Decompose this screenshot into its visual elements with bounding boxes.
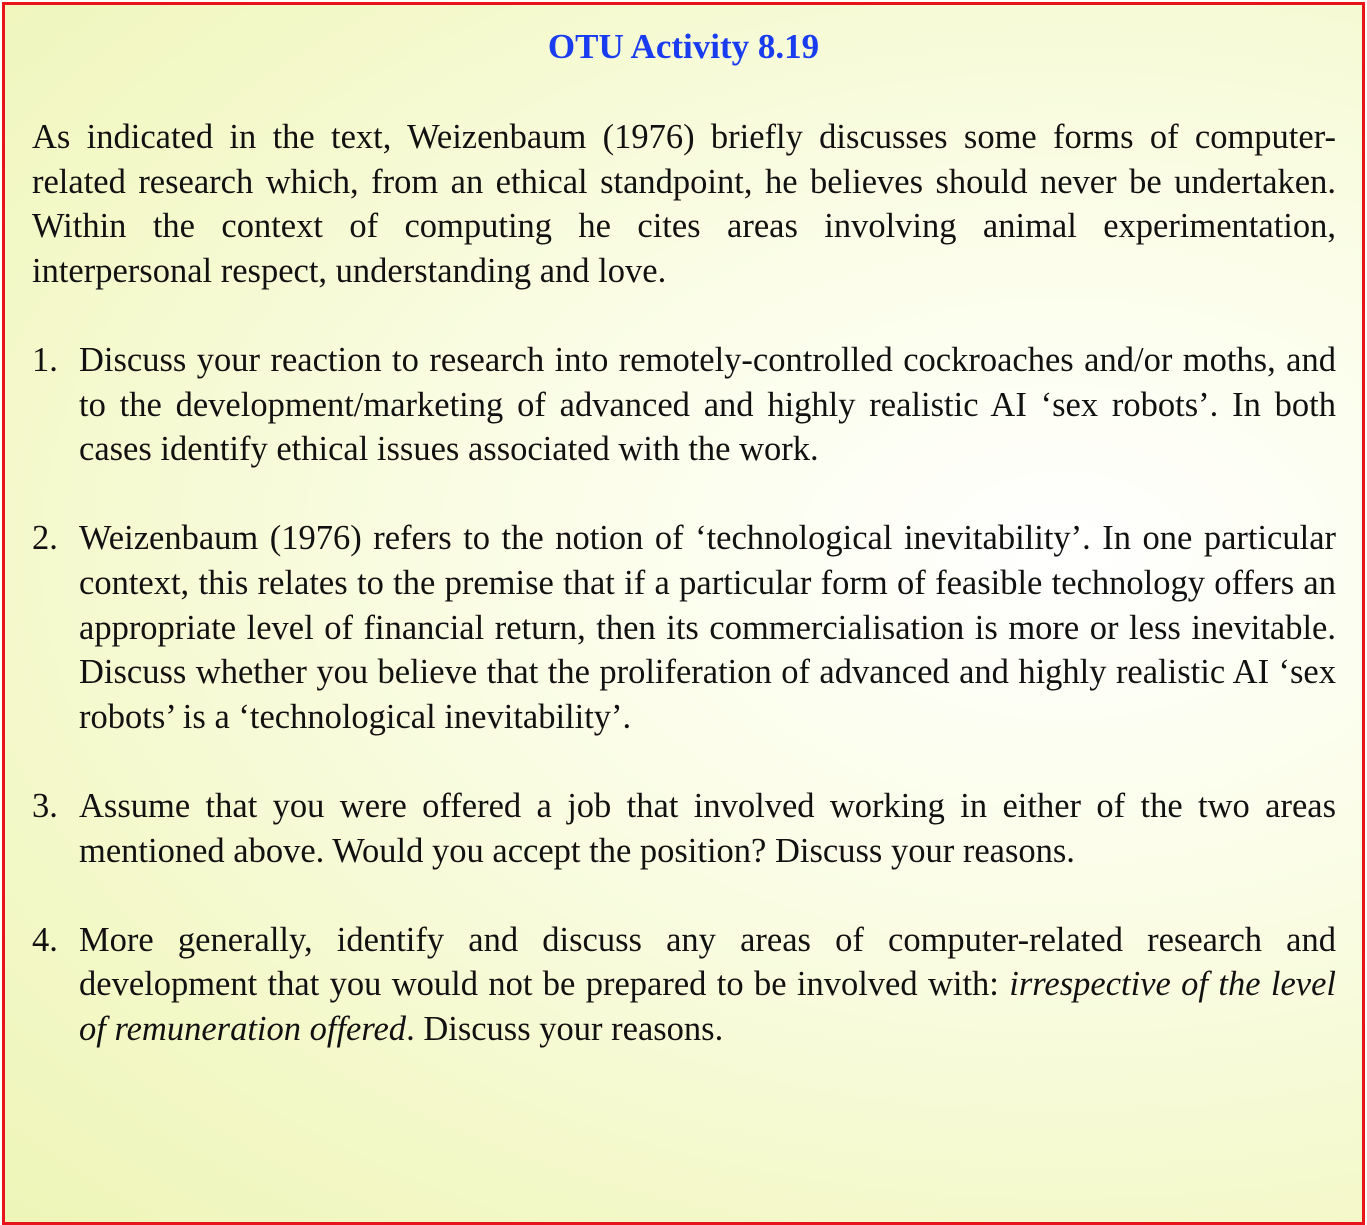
- question-item-4: [32, 918, 1336, 1052]
- question-text-start: More generally, identify and discuss any areas of computer-related research and development that you would not be prepared to be involved with:: [79, 920, 1336, 1004]
- question-item-3: [32, 784, 1336, 873]
- activity-title: OTU Activity 8.19: [547, 27, 820, 66]
- question-text: Weizenbaum (1976) refers to the notion of ‘technological inevitability’. In one particular context, this relates to the premise that if a particular form of feasible technology offers an appropriate level of financial return, then its commercialisation is more or less inevitable. Discuss whether you believe that the proliferation of advanced and highly realistic AI ‘sex robots’ is a ‘technological inevitability’.: [79, 519, 1336, 736]
- question-number: 3.: [32, 786, 58, 825]
- question-item-1: [32, 338, 1336, 472]
- question-number: 2.: [32, 519, 58, 558]
- question-number: 1.: [32, 340, 58, 379]
- question-item-2: [32, 516, 1336, 739]
- question-text: Discuss your reaction to research into remotely-controlled cockroaches and/or moths, and to the development/marketing of advanced and highly realistic AI ‘sex robots’. In both cases identify ethical issues associated with the work.: [79, 340, 1336, 469]
- question-text-emphasis: irrespective of the level of remuneration offered: [79, 965, 1336, 1048]
- activity-box: [2, 2, 1365, 1225]
- intro-paragraph: As indicated in the text, Weizenbaum (1976) briefly discusses some forms of computer-related research which, from an ethical standpoint, he believes should never be undertaken. Within the context of computing he cites areas involving animal experimentation, interpersonal respect, understanding and love.: [32, 118, 1336, 290]
- question-text-end: . Discuss your reasons.: [406, 1009, 724, 1048]
- question-number: 4.: [32, 920, 58, 959]
- question-text: Assume that you were offered a job that involved working in either of the two areas mentioned above. Would you accept the position? Discuss your reasons.: [79, 786, 1336, 870]
- activity-content: [32, 115, 1336, 1051]
